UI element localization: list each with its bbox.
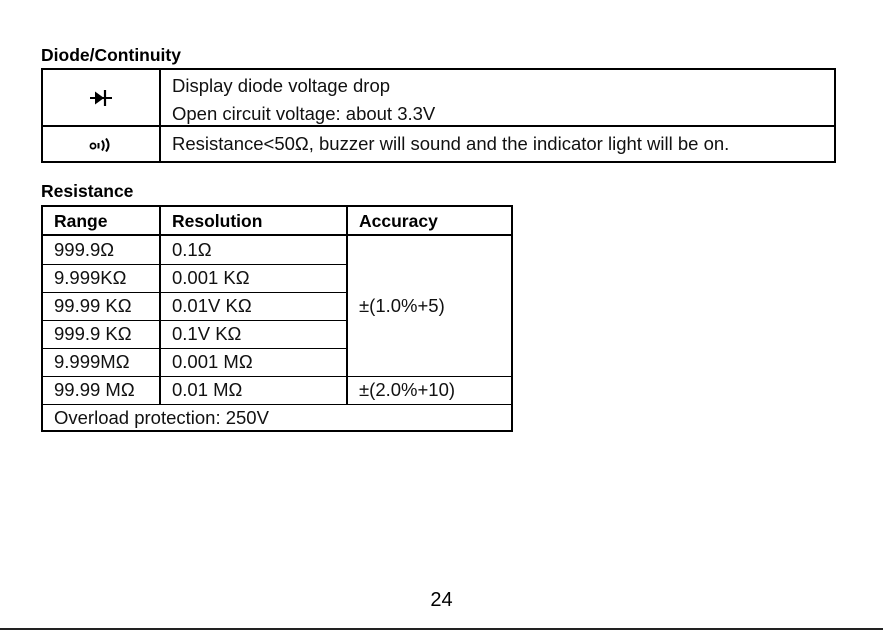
resolution-cell: 0.001 MΩ: [172, 351, 253, 372]
resolution-cell: 0.1Ω: [172, 239, 212, 260]
diode-icon: [89, 89, 113, 107]
description-line: Display diode voltage drop: [172, 75, 391, 96]
description-line: Open circuit voltage: about 3.3V: [172, 103, 436, 124]
page-bottom-rule: [0, 628, 883, 630]
range-cell: 99.99 KΩ: [54, 295, 132, 316]
column-header-range: Range: [54, 211, 108, 231]
column-divider: [159, 207, 161, 404]
diode-continuity-table: [41, 68, 836, 163]
continuity-buzzer-icon: [89, 137, 113, 152]
accuracy-cell: ±(2.0%+10): [359, 379, 456, 400]
range-cell: 9.999KΩ: [54, 267, 127, 288]
resolution-cell: 0.1V KΩ: [172, 323, 242, 344]
column-header-accuracy: Accuracy: [359, 211, 438, 231]
column-divider: [346, 207, 348, 404]
diode-symbol-cell: [43, 70, 159, 125]
page-number: 24: [430, 589, 453, 611]
section-heading-diode-continuity: Diode/Continuity: [41, 45, 181, 65]
overload-protection-note: Overload protection: 250V: [54, 407, 269, 428]
resistance-table: [41, 205, 513, 432]
range-cell: 9.999MΩ: [54, 351, 130, 372]
continuity-symbol-cell: [43, 127, 159, 161]
continuity-description: Resistance<50Ω, buzzer will sound and the indicator light will be on.: [172, 133, 730, 154]
range-cell: 999.9 KΩ: [54, 323, 132, 344]
range-cell: 999.9Ω: [54, 239, 115, 260]
resolution-cell: 0.001 KΩ: [172, 267, 250, 288]
resolution-cell: 0.01 MΩ: [172, 379, 243, 400]
section-heading-resistance: Resistance: [41, 181, 134, 201]
range-cell: 99.99 MΩ: [54, 379, 135, 400]
column-header-resolution: Resolution: [172, 211, 263, 231]
diode-description-cell: [172, 72, 435, 128]
column-divider: [159, 70, 161, 161]
resolution-cell: 0.01V KΩ: [172, 295, 252, 316]
accuracy-cell-merged: ±(1.0%+5): [359, 295, 445, 316]
